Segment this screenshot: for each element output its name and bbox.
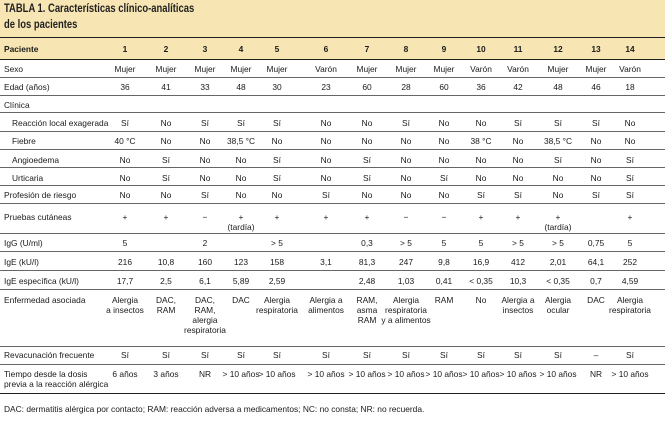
table-cell: Sí bbox=[626, 350, 634, 360]
table-cell: Sí bbox=[477, 190, 485, 200]
table-cell: No bbox=[119, 173, 131, 183]
table-cell: Sí bbox=[162, 155, 170, 165]
table-cell: > 5 bbox=[271, 238, 283, 248]
patient-number: 5 bbox=[274, 44, 280, 54]
row-divider bbox=[0, 364, 665, 365]
table-cell: Sí bbox=[237, 118, 245, 128]
table-cell: No bbox=[400, 136, 412, 146]
patient-number: 13 bbox=[591, 44, 601, 54]
table-cell: > 10 años bbox=[425, 369, 463, 379]
table-cell: > 10 años bbox=[462, 369, 500, 379]
row-divider bbox=[0, 77, 665, 78]
table-cell: Alergia a insectos bbox=[106, 295, 144, 315]
row-label: Edad (años) bbox=[4, 82, 50, 92]
table-cell: Varón bbox=[619, 64, 641, 74]
patient-number: 9 bbox=[441, 44, 447, 54]
table-cell: 42 bbox=[513, 82, 523, 92]
table-cell: No bbox=[438, 118, 450, 128]
table-cell: > 10 años bbox=[222, 369, 260, 379]
table-cell: 252 bbox=[623, 257, 637, 267]
table-cell: 48 bbox=[236, 82, 246, 92]
row-label: Sexo bbox=[4, 64, 24, 74]
table-cell: 6,1 bbox=[199, 276, 211, 286]
table-cell: 36 bbox=[120, 82, 130, 92]
table-cell: No bbox=[590, 173, 602, 183]
table-cell: No bbox=[438, 136, 450, 146]
table-cell: No bbox=[271, 136, 283, 146]
row-label: Tiempo desde la dosis previa a la reacción alérgica bbox=[4, 369, 109, 389]
patient-number: 7 bbox=[364, 44, 370, 54]
table-cell: No bbox=[400, 190, 412, 200]
row-label: Clínica bbox=[4, 100, 30, 110]
table-cell: 33 bbox=[200, 82, 210, 92]
table-cell: Sí bbox=[514, 190, 522, 200]
row-divider bbox=[0, 112, 665, 113]
table-cell: Mujer bbox=[356, 64, 378, 74]
table-cell: 2,5 bbox=[160, 276, 172, 286]
row-label: Angioedema bbox=[12, 155, 60, 165]
table-cell: > 10 años bbox=[387, 369, 425, 379]
table-cell: 0,7 bbox=[590, 276, 602, 286]
table-footnote: DAC: dermatitis alérgica por contacto; RAM: reacción adversa a medicamentos; NC: no consta; NR: no recuerda. bbox=[4, 404, 425, 414]
table-cell: + bbox=[515, 212, 521, 222]
table-cell: Alergia a alimentos bbox=[308, 295, 344, 315]
row-divider bbox=[0, 167, 665, 168]
table-cell: 48 bbox=[553, 82, 563, 92]
table-cell: DAC bbox=[232, 295, 250, 305]
row-divider bbox=[0, 131, 665, 132]
table-cell: 81,3 bbox=[358, 257, 376, 267]
table-cell: 5 bbox=[122, 238, 128, 248]
table-cell: No bbox=[361, 118, 373, 128]
table-cell: 60 bbox=[362, 82, 372, 92]
table-cell: 0,3 bbox=[361, 238, 373, 248]
table-cell: No bbox=[271, 190, 283, 200]
table-cell: No bbox=[199, 173, 211, 183]
row-label: Revacunación frecuente bbox=[4, 350, 95, 360]
table-cell: 10,3 bbox=[509, 276, 527, 286]
row-divider bbox=[0, 203, 665, 204]
table-cell: 38,5 °C bbox=[226, 136, 256, 146]
patient-number: 4 bbox=[238, 44, 244, 54]
table-cell: 60 bbox=[439, 82, 449, 92]
row-label: Fiebre bbox=[12, 136, 36, 146]
table-cell: No bbox=[512, 136, 524, 146]
table-cell: No bbox=[590, 136, 602, 146]
row-divider bbox=[0, 270, 665, 271]
row-divider bbox=[0, 95, 665, 96]
table-cell: 2,48 bbox=[358, 276, 376, 286]
table-cell: 2 bbox=[202, 238, 208, 248]
table-cell: No bbox=[475, 173, 487, 183]
row-label: Urticaria bbox=[12, 173, 44, 183]
table-cell: Alergia respiratoria bbox=[609, 295, 651, 315]
table-title: TABLA 1. Características clínico-analíticas bbox=[4, 3, 195, 15]
table-cell: Sí bbox=[322, 190, 330, 200]
table-cell: No bbox=[160, 190, 172, 200]
table-cell: No bbox=[552, 190, 564, 200]
title-band bbox=[0, 0, 665, 37]
table-cell: Sí bbox=[626, 173, 634, 183]
row-label: Enfermedad asociada bbox=[4, 295, 86, 305]
patient-number: 1 bbox=[122, 44, 128, 54]
table-cell: Sí bbox=[402, 350, 410, 360]
table-cell: 5,89 bbox=[232, 276, 250, 286]
table-cell: Sí bbox=[201, 118, 209, 128]
row-label: Paciente bbox=[4, 44, 39, 54]
table-cell: Mujer bbox=[114, 64, 136, 74]
table-cell: > 5 bbox=[552, 238, 564, 248]
table-cell: + bbox=[323, 212, 329, 222]
table-cell: DAC, RAM, alergia respiratoria bbox=[184, 295, 226, 335]
table-cell: No bbox=[438, 155, 450, 165]
table-cell: No bbox=[160, 118, 172, 128]
table-cell: No bbox=[400, 173, 412, 183]
table-cell: No bbox=[590, 155, 602, 165]
table-cell: Sí bbox=[440, 350, 448, 360]
table-cell: Alergia respiratoria bbox=[256, 295, 298, 315]
row-label: IgE (kU/l) bbox=[4, 257, 39, 267]
table-cell: 5 bbox=[627, 238, 633, 248]
table-cell: + bbox=[364, 212, 370, 222]
table-cell: 5 bbox=[478, 238, 484, 248]
table-cell: – bbox=[593, 350, 599, 360]
table-cell: − bbox=[202, 212, 208, 222]
table-cell: − bbox=[403, 212, 409, 222]
table-cell: No bbox=[320, 155, 332, 165]
table-cell: 216 bbox=[118, 257, 132, 267]
row-divider bbox=[0, 37, 665, 38]
table-cell: Sí bbox=[592, 190, 600, 200]
table-cell: Alergia respiratoria y a alimentos bbox=[381, 295, 431, 325]
patient-number: 6 bbox=[323, 44, 329, 54]
table-cell: Sí bbox=[363, 173, 371, 183]
table-cell: Sí bbox=[440, 173, 448, 183]
table-cell: Sí bbox=[201, 190, 209, 200]
table-cell: 38,5 °C bbox=[543, 136, 573, 146]
table-cell: 16,9 bbox=[472, 257, 490, 267]
table-cell: + (tardía) bbox=[227, 212, 255, 232]
table-cell: Sí bbox=[514, 350, 522, 360]
table-cell: 30 bbox=[272, 82, 282, 92]
patient-number: 14 bbox=[625, 44, 635, 54]
row-divider bbox=[0, 59, 665, 60]
table-cell: Varón bbox=[315, 64, 337, 74]
table-cell: 36 bbox=[476, 82, 486, 92]
table-cell: Sí bbox=[162, 173, 170, 183]
table-cell: > 10 años bbox=[499, 369, 537, 379]
table-cell: Sí bbox=[363, 155, 371, 165]
table-cell: No bbox=[160, 136, 172, 146]
table-cell: NR bbox=[589, 369, 603, 379]
table-cell: No bbox=[475, 295, 487, 305]
table-cell: 158 bbox=[270, 257, 284, 267]
table-cell: Sí bbox=[402, 118, 410, 128]
table-cell: + bbox=[163, 212, 169, 222]
table-cell: NR bbox=[198, 369, 212, 379]
patient-number: 12 bbox=[553, 44, 563, 54]
row-divider bbox=[0, 393, 665, 394]
table-cell: Sí bbox=[237, 350, 245, 360]
row-label: Profesión de riesgo bbox=[4, 190, 77, 200]
table-cell: Sí bbox=[626, 190, 634, 200]
table-cell: > 10 años bbox=[307, 369, 345, 379]
table-cell: 6 años bbox=[112, 369, 138, 379]
table-cell: No bbox=[400, 155, 412, 165]
table-cell: 123 bbox=[234, 257, 248, 267]
table-cell: + bbox=[627, 212, 633, 222]
table-cell: Mujer bbox=[547, 64, 569, 74]
table-cell: + (tardía) bbox=[544, 212, 572, 232]
table-cell: > 10 años bbox=[348, 369, 386, 379]
row-label: Pruebas cutáneas bbox=[4, 212, 72, 222]
table-cell: Mujer bbox=[155, 64, 177, 74]
table-cell: Sí bbox=[554, 118, 562, 128]
table-cell: 9,8 bbox=[438, 257, 450, 267]
table-cell: 3,1 bbox=[320, 257, 332, 267]
table-subtitle: de los pacientes bbox=[4, 19, 78, 31]
table-cell: > 10 años bbox=[258, 369, 296, 379]
row-divider bbox=[0, 346, 665, 347]
table-cell: No bbox=[235, 155, 247, 165]
table-cell: + bbox=[274, 212, 280, 222]
table-cell: Mujer bbox=[395, 64, 417, 74]
row-divider bbox=[0, 185, 665, 186]
table-cell: 41 bbox=[161, 82, 171, 92]
patient-number: 3 bbox=[202, 44, 208, 54]
table-cell: No bbox=[624, 136, 636, 146]
table-cell: > 10 años bbox=[611, 369, 649, 379]
table-cell: RAM bbox=[434, 295, 454, 305]
table-cell: Sí bbox=[273, 173, 281, 183]
table-cell: Mujer bbox=[194, 64, 216, 74]
table-cell: No bbox=[199, 155, 211, 165]
table-cell: > 5 bbox=[400, 238, 412, 248]
table-cell: No bbox=[361, 136, 373, 146]
table-cell: Sí bbox=[162, 350, 170, 360]
table-cell: No bbox=[624, 118, 636, 128]
table-cell: No bbox=[235, 173, 247, 183]
table-cell: Sí bbox=[554, 155, 562, 165]
table-cell: No bbox=[320, 173, 332, 183]
table-cell: No bbox=[512, 173, 524, 183]
table-cell: Sí bbox=[322, 350, 330, 360]
table-cell: No bbox=[475, 118, 487, 128]
table-cell: 0,41 bbox=[435, 276, 453, 286]
table-cell: Varón bbox=[470, 64, 492, 74]
table-cell: No bbox=[119, 190, 131, 200]
patient-number: 2 bbox=[163, 44, 169, 54]
table-cell: Sí bbox=[363, 350, 371, 360]
table-cell: + bbox=[478, 212, 484, 222]
table-cell: Sí bbox=[201, 350, 209, 360]
table-cell: Sí bbox=[592, 118, 600, 128]
row-label: IgG (U/ml) bbox=[4, 238, 43, 248]
table-cell: 0,75 bbox=[587, 238, 605, 248]
row-divider bbox=[0, 251, 665, 252]
table-cell: 17,7 bbox=[116, 276, 134, 286]
table-cell: Sí bbox=[554, 350, 562, 360]
row-label: Reacción local exagerada bbox=[12, 118, 109, 128]
table-cell: Sí bbox=[514, 118, 522, 128]
table-cell: Sí bbox=[121, 350, 129, 360]
table-cell: < 0,35 bbox=[546, 276, 570, 286]
table-cell: > 5 bbox=[512, 238, 524, 248]
table-cell: + bbox=[122, 212, 128, 222]
table-cell: 3 años bbox=[153, 369, 179, 379]
table-cell: No bbox=[320, 118, 332, 128]
table-cell: Alergia ocular bbox=[544, 295, 572, 315]
table-cell: Mujer bbox=[230, 64, 252, 74]
table-cell: RAM, asma RAM bbox=[356, 295, 378, 325]
table-cell: Sí bbox=[477, 350, 485, 360]
table-cell: < 0,35 bbox=[469, 276, 493, 286]
table-cell: 412 bbox=[511, 257, 525, 267]
table-cell: 18 bbox=[625, 82, 635, 92]
table-cell: No bbox=[361, 190, 373, 200]
row-divider bbox=[0, 289, 665, 290]
table-cell: − bbox=[441, 212, 447, 222]
table-cell: No bbox=[199, 136, 211, 146]
table-cell: Sí bbox=[273, 155, 281, 165]
table-cell: 38 °C bbox=[470, 136, 492, 146]
table-cell: No bbox=[235, 190, 247, 200]
table-cell: Alergia a insectos bbox=[501, 295, 535, 315]
table-cell: 64,1 bbox=[587, 257, 605, 267]
table-cell: Sí bbox=[626, 155, 634, 165]
table-cell: 2,01 bbox=[549, 257, 567, 267]
patient-number: 8 bbox=[403, 44, 409, 54]
patient-number: 11 bbox=[513, 44, 523, 54]
table-cell: DAC, RAM bbox=[155, 295, 176, 315]
table-cell: 160 bbox=[198, 257, 212, 267]
table-cell: Mujer bbox=[585, 64, 607, 74]
patient-number: 10 bbox=[476, 44, 486, 54]
table-cell: No bbox=[512, 155, 524, 165]
table-cell: Mujer bbox=[433, 64, 455, 74]
table-cell: Sí bbox=[273, 118, 281, 128]
table-cell: No bbox=[119, 155, 131, 165]
table-cell: 10,8 bbox=[157, 257, 175, 267]
table-cell: No bbox=[438, 190, 450, 200]
table-cell: 23 bbox=[321, 82, 331, 92]
row-divider bbox=[0, 233, 665, 234]
table-cell: 2,59 bbox=[268, 276, 286, 286]
table-cell: DAC bbox=[587, 295, 605, 305]
table-cell: No bbox=[552, 173, 564, 183]
table-cell: No bbox=[320, 136, 332, 146]
row-label: IgE específica (kU/l) bbox=[4, 276, 79, 286]
table-cell: 247 bbox=[399, 257, 413, 267]
table-cell: 4,59 bbox=[621, 276, 639, 286]
table-cell: 40 °C bbox=[114, 136, 136, 146]
table-cell: 5 bbox=[441, 238, 447, 248]
table-cell: Sí bbox=[273, 350, 281, 360]
row-divider bbox=[0, 149, 665, 150]
table-cell: 46 bbox=[591, 82, 601, 92]
table-cell: 28 bbox=[401, 82, 411, 92]
table-cell: > 10 años bbox=[539, 369, 577, 379]
table-cell: Sí bbox=[121, 118, 129, 128]
table-cell: Varón bbox=[507, 64, 529, 74]
table-cell: Mujer bbox=[266, 64, 288, 74]
table-cell: No bbox=[475, 155, 487, 165]
table-cell: 1,03 bbox=[397, 276, 415, 286]
